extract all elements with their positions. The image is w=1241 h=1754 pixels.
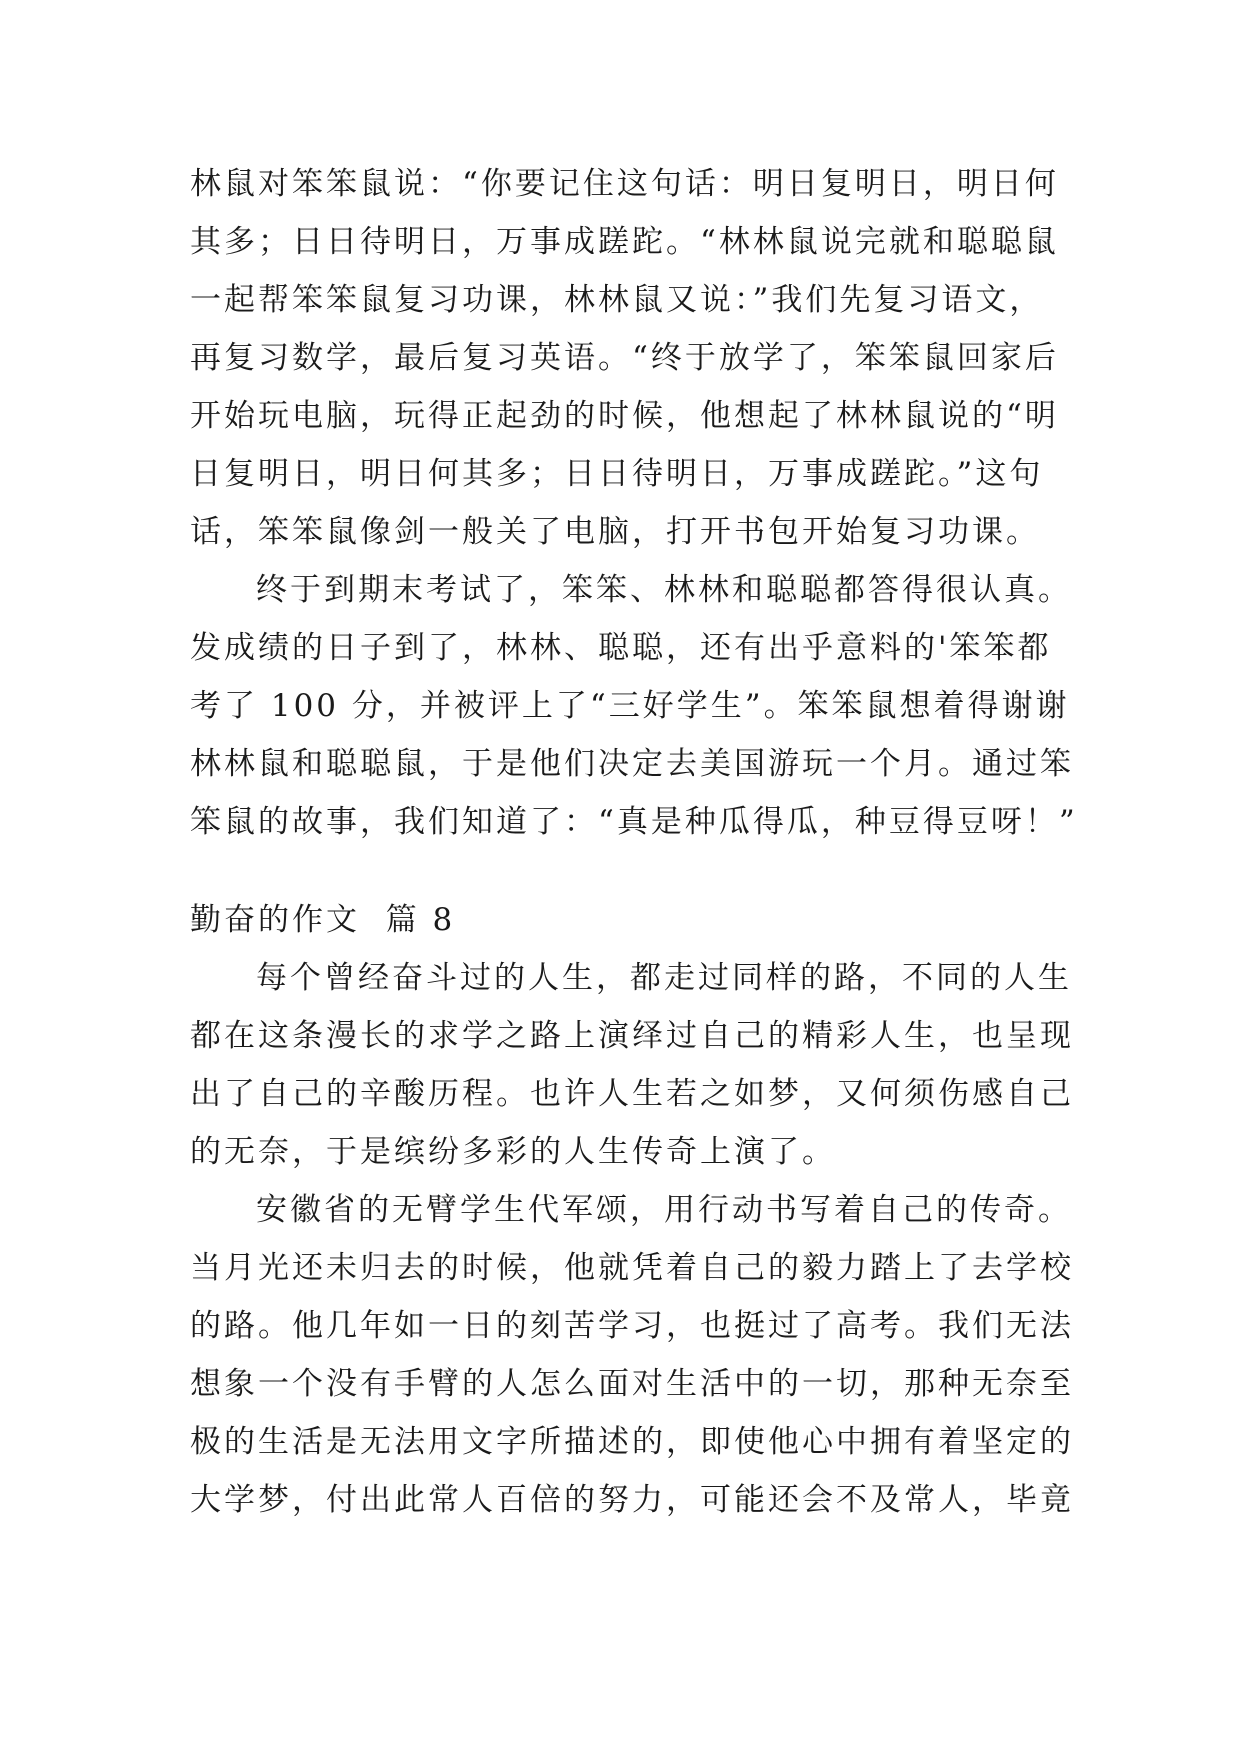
text-line: 想象一个没有手臂的人怎么面对生活中的一切，那种无奈至 — [190, 1366, 1074, 1402]
text-line: 再复习数学，最后复习英语。“终于放学了，笨笨鼠回家后 — [190, 340, 1059, 376]
paragraph — [190, 949, 1074, 1181]
text-line: 发成绩的日子到了，林林、聪聪，还有出乎意料的'笨笨都 — [190, 630, 1052, 666]
text-line: 安徽省的无臂学生代军颂，用行动书写着自己的传奇。 — [256, 1192, 1072, 1228]
text-line: 一起帮笨笨鼠复习功课，林林鼠又说：”我们先复习语文， — [190, 282, 1044, 318]
document-body — [190, 155, 1078, 1529]
text-line: 其多；日日待明日，万事成蹉跎。“林林鼠说完就和聪聪鼠 — [190, 224, 1059, 260]
text-line: 话，笨笨鼠像剑一般关了电脑，打开书包开始复习功课。 — [190, 514, 1040, 550]
paragraph — [190, 561, 1078, 851]
text-line: 日复明日，明日何其多；日日待明日，万事成蹉跎。”这句 — [190, 456, 1044, 492]
text-line: 都在这条漫长的求学之路上演绎过自己的精彩人生，也呈现 — [190, 1018, 1074, 1054]
text-line: 大学梦，付出此常人百倍的努力，可能还会不及常人，毕竟 — [190, 1482, 1074, 1518]
text-line: 极的生活是无法用文字所描述的，即使他心中拥有着坚定的 — [190, 1424, 1074, 1460]
section-title: 勤奋的作文 篇 8 — [190, 902, 456, 938]
text-line: 终于到期末考试了，笨笨、林林和聪聪都答得很认真。 — [256, 572, 1072, 608]
text-line: 笨鼠的故事，我们知道了：“真是种瓜得瓜，种豆得豆呀！” — [190, 804, 1078, 840]
text-line: 林林鼠和聪聪鼠，于是他们决定去美国游玩一个月。通过笨 — [190, 746, 1074, 782]
text-line: 的路。他几年如一日的刻苦学习，也挺过了高考。我们无法 — [190, 1308, 1074, 1344]
text-line: 林鼠对笨笨鼠说：“你要记住这句话：明日复明日，明日何 — [190, 166, 1059, 202]
text-line: 出了自己的辛酸历程。也许人生若之如梦，又何须伤感自己 — [190, 1076, 1074, 1112]
text-line: 考了 100 分，并被评上了“三好学生”。笨笨鼠想着得谢谢 — [190, 688, 1070, 724]
paragraph — [190, 155, 1070, 561]
text-line: 的无奈，于是缤纷多彩的人生传奇上演了。 — [190, 1134, 836, 1170]
text-line: 开始玩电脑，玩得正起劲的时候，他想起了林林鼠说的“明 — [190, 398, 1059, 434]
paragraph — [190, 1181, 1074, 1529]
text-line: 每个曾经奋斗过的人生，都走过同样的路，不同的人生 — [256, 960, 1072, 996]
section-spacer — [190, 851, 1070, 891]
text-line: 当月光还未归去的时候，他就凭着自己的毅力踏上了去学校 — [190, 1250, 1074, 1286]
